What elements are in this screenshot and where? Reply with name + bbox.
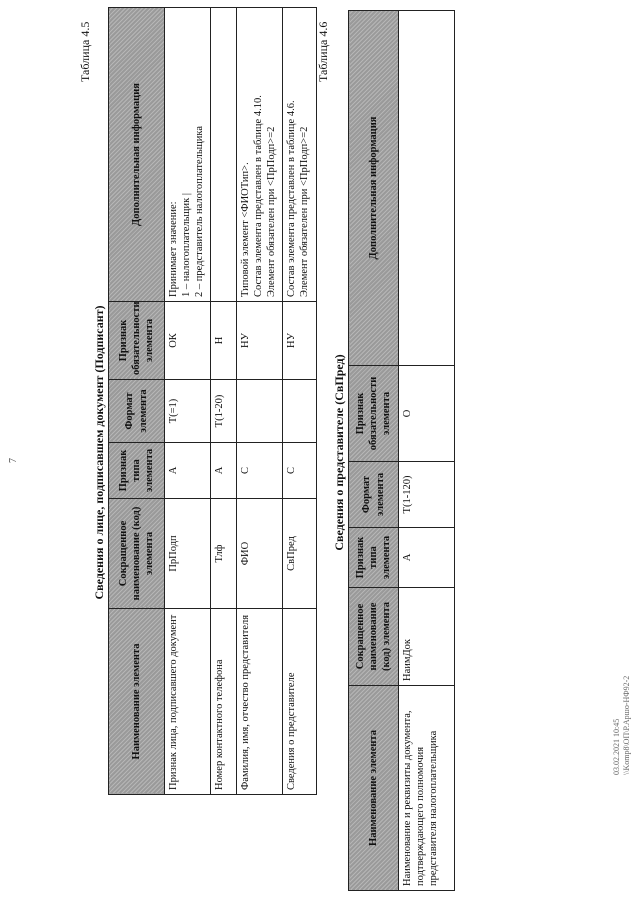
cell-type: А <box>211 443 237 499</box>
cell-code: СвПред <box>283 499 317 609</box>
cell-format <box>237 380 283 443</box>
cell-name: Номер контактного телефона <box>211 609 237 795</box>
header-type: Признак типа элемента <box>349 528 399 588</box>
header-format: Формат элемента <box>349 462 399 528</box>
info-line: 2 – представитель налогоплательщика <box>194 126 206 297</box>
cell-info <box>165 8 211 302</box>
footer-path: \\Komp8\ОП\Р.Аршо-НФ92-2 <box>621 675 631 775</box>
footer-timestamp: 03.02.2021 10:45 <box>612 718 621 775</box>
table-4-5-label: Таблица 4.5 <box>78 21 92 82</box>
cell-type: С <box>237 443 283 499</box>
cell-type: А <box>399 528 455 588</box>
cell-name: Признак лица, подписавшего документ <box>165 609 211 795</box>
info-line: 1 – налогоплательщик | <box>181 193 193 297</box>
table-4-6-title: Сведения о представителе (СвПред) <box>332 354 346 551</box>
page-number: 7 <box>8 458 19 463</box>
table-row <box>283 8 317 795</box>
table-4-6 <box>348 10 455 891</box>
cell-required: О <box>399 366 455 462</box>
header-code: Сокращенное наименование (код) элемента <box>109 499 165 609</box>
table-row <box>165 8 211 795</box>
cell-code: ФИО <box>237 499 283 609</box>
cell-name: Сведения о представителе <box>283 609 317 795</box>
table-4-5-title: Сведения о лице, подписавшем документ (Подписант) <box>92 305 106 600</box>
info-line: Состав элемента представлен в таблице 4.6. <box>286 100 297 297</box>
header-required: Признак обязательности элемента <box>109 302 165 380</box>
cell-type: А <box>165 443 211 499</box>
cell-format <box>283 380 317 443</box>
info-line: Состав элемента представлен в таблице 4.10. <box>253 95 265 297</box>
table-header-row <box>109 8 165 795</box>
table-header-row <box>349 11 399 891</box>
cell-info <box>283 8 317 302</box>
info-line: Типовой элемент <ФИОТип>. <box>240 162 251 297</box>
cell-info <box>399 11 455 366</box>
cell-required: Н <box>211 302 237 380</box>
header-required: Признак обязательности элемента <box>349 366 399 462</box>
cell-name: Наименование и реквизиты документа, подтверждающего полномочия представителя налогоплательщика <box>399 686 455 891</box>
cell-info <box>237 8 283 302</box>
cell-name: Фамилия, имя, отчество представителя <box>237 609 283 795</box>
info-line: Элемент обязателен при <ПрПодп>=2 <box>266 126 278 297</box>
header-info: Дополнительная информация <box>349 11 399 366</box>
cell-code: НаимДок <box>399 588 455 686</box>
table-row <box>237 8 283 795</box>
header-type: Признак типа элемента <box>109 443 165 499</box>
info-line: Принимает значение: <box>168 201 179 297</box>
cell-format: Т(1-120) <box>399 462 455 528</box>
cell-required: НУ <box>237 302 283 380</box>
cell-code: Тлф <box>211 499 237 609</box>
header-format: Формат элемента <box>109 380 165 443</box>
table-row <box>399 11 455 891</box>
cell-type: С <box>283 443 317 499</box>
cell-info <box>211 8 237 302</box>
header-name: Наименование элемента <box>109 609 165 795</box>
cell-code: ПрПодп <box>165 499 211 609</box>
info-line: Элемент обязателен при <ПрПодп>=2 <box>299 126 311 297</box>
header-code: Сокращенное наименование (код) элемента <box>349 588 399 686</box>
header-name: Наименование элемента <box>349 686 399 891</box>
file-path-footer <box>612 676 631 775</box>
header-info: Дополнительная информация <box>109 8 165 302</box>
table-row <box>211 8 237 795</box>
cell-required: ОК <box>165 302 211 380</box>
table-4-6-label: Таблица 4.6 <box>316 21 330 82</box>
cell-required: НУ <box>283 302 317 380</box>
cell-format: Т(1-20) <box>211 380 237 443</box>
cell-format: Т(=1) <box>165 380 211 443</box>
table-4-5 <box>108 7 317 795</box>
